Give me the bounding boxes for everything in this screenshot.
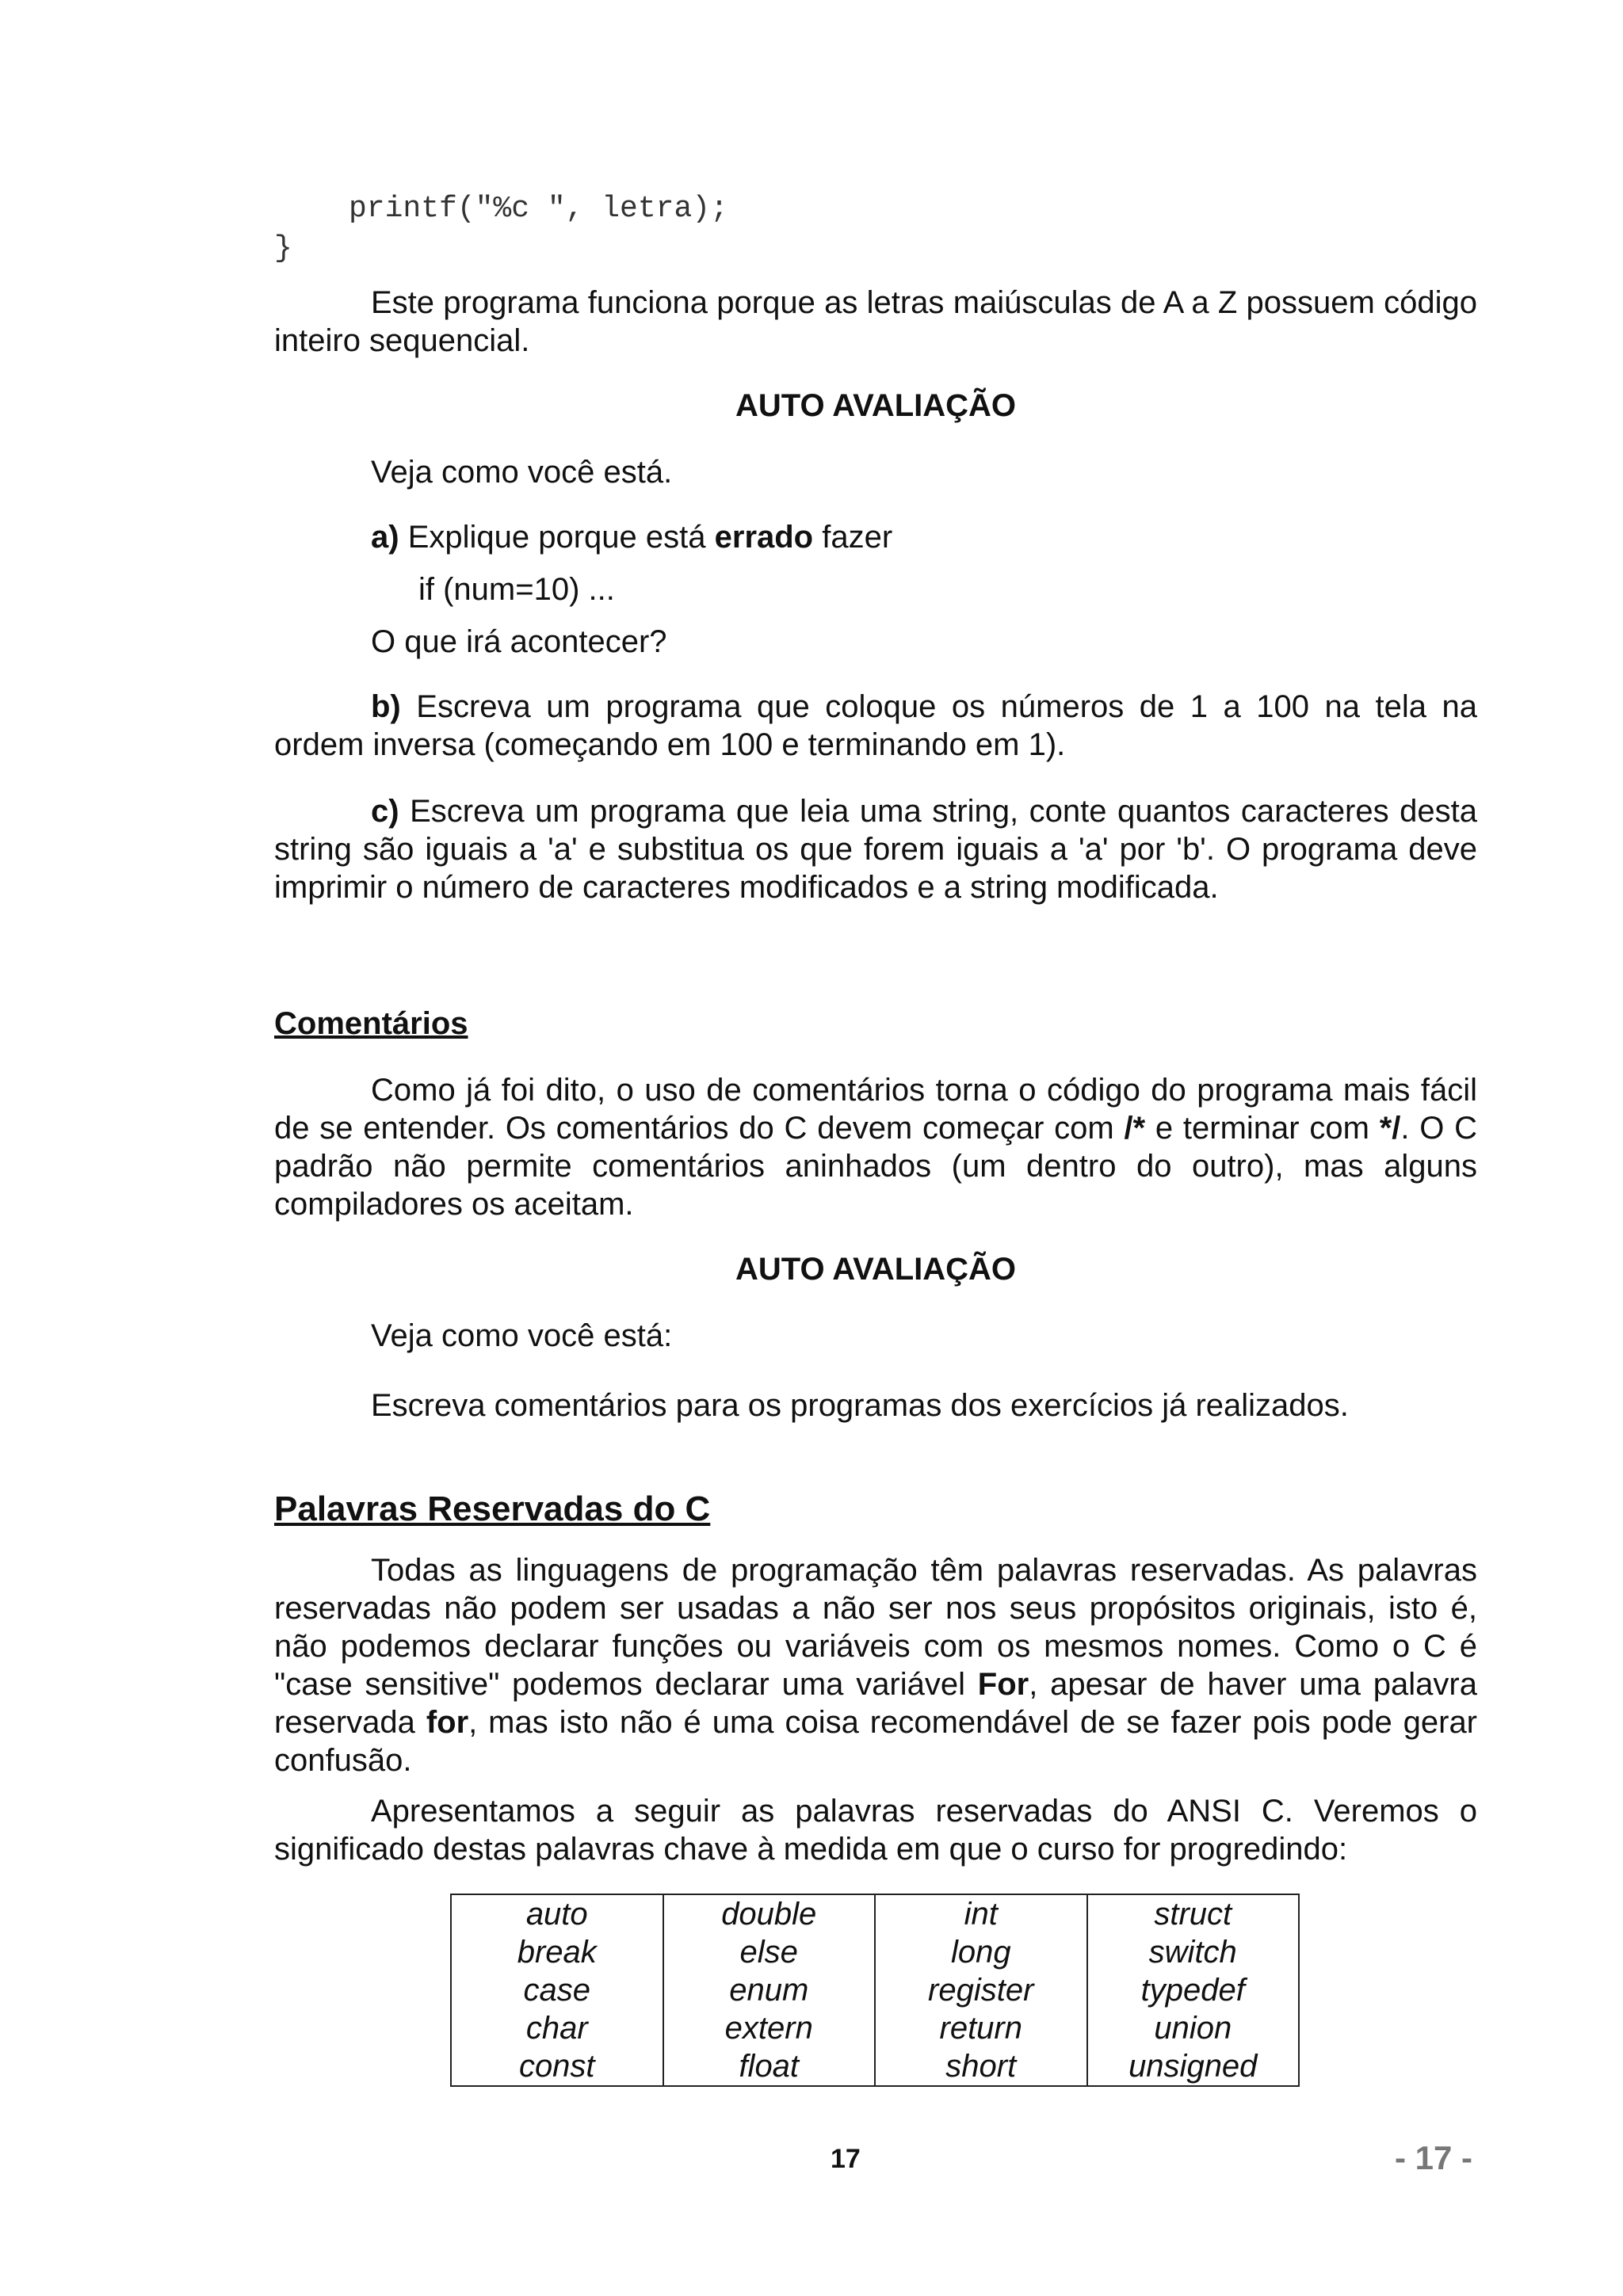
palavras-reservadas-paragraph-1 bbox=[274, 1551, 1477, 1779]
keywords-column-1 bbox=[451, 1894, 663, 2086]
keywords-column-2 bbox=[663, 1894, 876, 2086]
keyword: case bbox=[523, 1973, 590, 2008]
keyword: enum bbox=[729, 1973, 809, 2008]
pr-para1-c: , mas isto não é uma coisa recomendável de se fazer pois pode gerar confusão. bbox=[274, 1705, 1478, 1778]
keyword: char bbox=[525, 2011, 588, 2046]
comentarios-paragraph bbox=[274, 1071, 1477, 1223]
palavras-reservadas-paragraph-2: Apresentamos a seguir as palavras reservadas do ANSI C. Veremos o significado destas palavras chave à medida em que o curso for progredindo: bbox=[274, 1794, 1477, 1867]
item-b-text: Escreva um programa que coloque os números de 1 a 100 na tela na ordem inversa (começando em 100 e terminando em 1). bbox=[274, 689, 1477, 762]
comment-open-token: /* bbox=[1124, 1111, 1146, 1146]
keywords-column-4 bbox=[1087, 1894, 1300, 2086]
item-b-label: b) bbox=[371, 689, 401, 724]
page-number-center: 17 bbox=[831, 2144, 861, 2174]
auto-avaliacao-prompt-1: Veja como você está. bbox=[371, 455, 673, 490]
item-a-text-after: fazer bbox=[813, 520, 893, 555]
keywords-table bbox=[450, 1894, 1300, 2087]
pr-para1-a: Todas as linguagens de programação têm palavras reservadas. As palavras reservadas não podem ser usadas a não ser nos seus propósitos originais, isto é, não podemos declarar funções ou variáveis com os mesmos nomes. Como o C é "case sensitive" podemos declarar uma variável bbox=[274, 1553, 1477, 1702]
keyword: struct bbox=[1154, 1897, 1232, 1932]
pr-bold-For: For bbox=[977, 1667, 1029, 1702]
keyword: const bbox=[518, 2049, 595, 2084]
comentarios-heading: Comentários bbox=[274, 1006, 468, 1041]
auto-avaliacao-heading-2: AUTO AVALIAÇÃO bbox=[735, 1252, 1017, 1287]
comentarios-text-2: e terminar com bbox=[1145, 1111, 1380, 1146]
keyword: return bbox=[939, 2011, 1022, 2046]
auto-avaliacao-prompt-2: Veja como você está: bbox=[371, 1318, 673, 1353]
item-a-line bbox=[371, 518, 892, 556]
item-a-label: a) bbox=[371, 520, 399, 555]
keyword: extern bbox=[724, 2011, 813, 2046]
code-printf-line: printf("%c ", letra); bbox=[349, 192, 728, 226]
code-closing-brace: } bbox=[274, 231, 292, 265]
auto-avaliacao-task-2: Escreva comentários para os programas dos exercícios já realizados. bbox=[371, 1388, 1349, 1423]
comment-close-token: */ bbox=[1379, 1111, 1401, 1146]
pr-bold-for: for bbox=[426, 1705, 469, 1740]
keyword: int bbox=[964, 1897, 998, 1932]
item-a-question: O que irá acontecer? bbox=[371, 624, 667, 659]
keyword: long bbox=[950, 1935, 1011, 1970]
page-number-right: - 17 - bbox=[1395, 2139, 1473, 2176]
item-c-label: c) bbox=[371, 794, 399, 829]
item-a-bold-word: errado bbox=[714, 520, 814, 555]
pr-para1-b: , apesar de haver uma palavra reservada bbox=[274, 1667, 1477, 1740]
intro-paragraph: Este programa funciona porque as letras maiúsculas de A a Z possuem código inteiro sequencial. bbox=[274, 285, 1477, 358]
keywords-row bbox=[451, 1894, 1299, 2086]
auto-avaliacao-heading-1: AUTO AVALIAÇÃO bbox=[735, 388, 1017, 423]
item-a-code: if (num=10) ... bbox=[418, 572, 615, 607]
keyword: short bbox=[945, 2049, 1017, 2084]
item-b-paragraph bbox=[274, 688, 1477, 764]
keywords-column-3 bbox=[875, 1894, 1087, 2086]
keyword: register bbox=[928, 1973, 1034, 2008]
keyword: switch bbox=[1148, 1935, 1237, 1970]
item-c-paragraph bbox=[274, 792, 1477, 906]
comentarios-text-3: . O C padrão não permite comentários aninhados (um dentro do outro), mas alguns compiladores os aceitam. bbox=[274, 1111, 1477, 1222]
item-a-text-before: Explique porque está bbox=[399, 520, 715, 555]
comentarios-text-1: Como já foi dito, o uso de comentários torna o código do programa mais fácil de se entender. Os comentários do C devem começar com bbox=[274, 1073, 1477, 1146]
keyword: double bbox=[721, 1897, 817, 1932]
keyword: auto bbox=[525, 1897, 588, 1932]
keyword: unsigned bbox=[1128, 2049, 1258, 2084]
palavras-reservadas-heading: Palavras Reservadas do C bbox=[274, 1489, 711, 1528]
keyword: union bbox=[1154, 2011, 1232, 2046]
keyword: break bbox=[517, 1935, 597, 1970]
item-c-text: Escreva um programa que leia uma string, conte quantos caracteres desta string são iguais a 'a' e substitua os que forem iguais a 'a' por 'b'. O programa deve imprimir o número de caracteres modificados e a string modificada. bbox=[274, 794, 1477, 905]
keyword: float bbox=[739, 2049, 800, 2084]
keyword: typedef bbox=[1140, 1973, 1245, 2008]
keyword: else bbox=[739, 1935, 798, 1970]
